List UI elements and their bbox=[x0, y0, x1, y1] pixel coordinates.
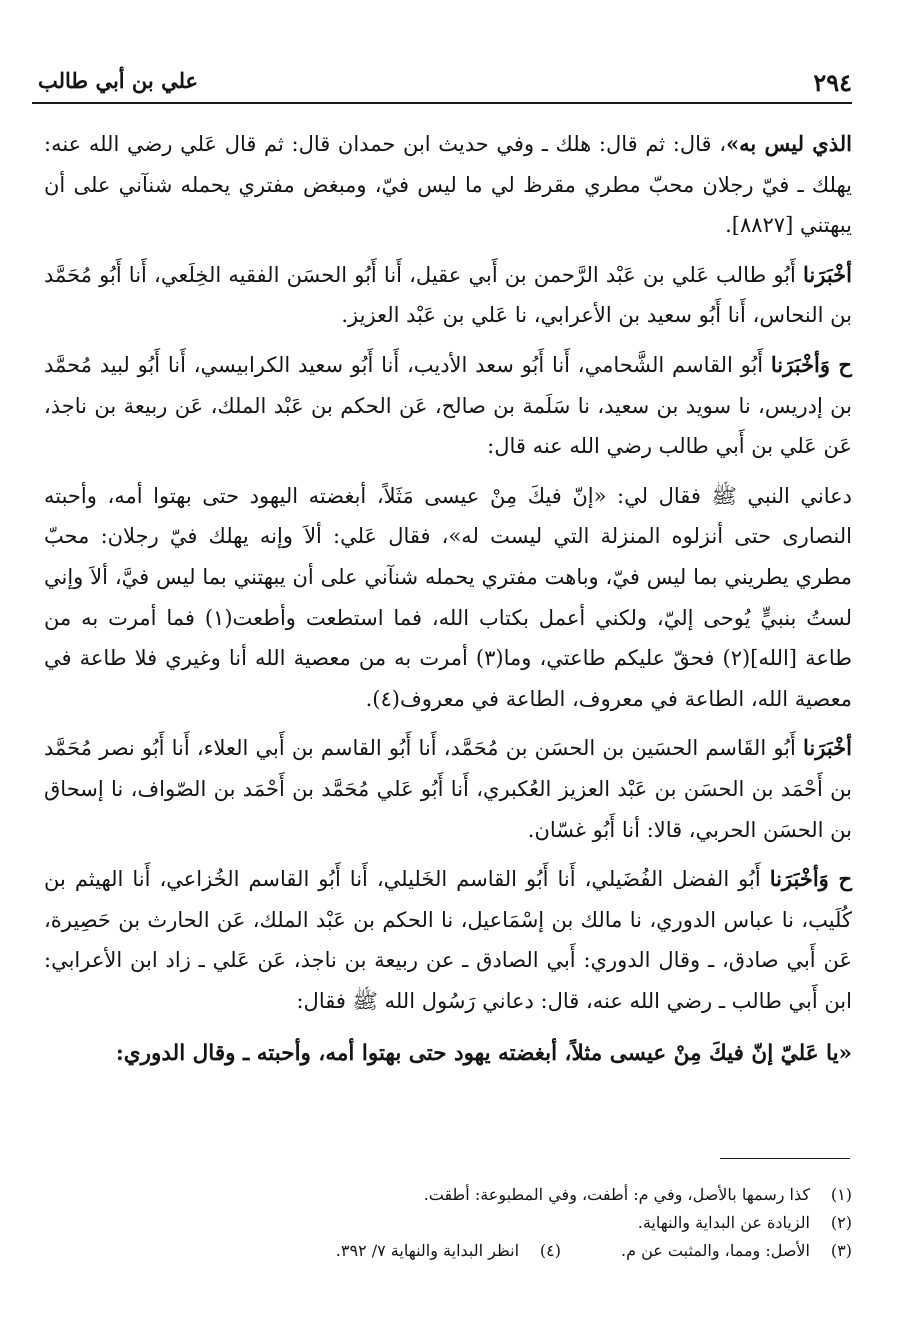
paragraph-5 bbox=[44, 728, 852, 850]
paragraph-text: أَبُو الفضل الفُضَيلي، أَنا أَبُو القاسم الخَليلي، أَنا أَبُو القاسم الخُزاعي، أَنا الهيثم بن كُلَيب، نا عباس الدوري، نا مالك بن إسْمَاعيل، نا الحكم بن عَبْد الملك، عَن الحارث بن حَصِيرة، عَن أَبي صادق، ـ وقال الدوري: أَبي الصادق ـ عن ربيعة بن ناجذ، عَن عَلي ـ زاد ابن الأعرابي: ابن أَبي طالب ـ رضي الله عنه، قال: دعاني رَسُول الله ﷺ فقال: bbox=[44, 867, 852, 1013]
footnote-1 bbox=[170, 1181, 852, 1209]
footnote-number: (١) bbox=[830, 1185, 852, 1204]
footnotes bbox=[170, 1181, 852, 1265]
footnote-3-4 bbox=[170, 1237, 852, 1265]
paragraph-text: أَبُو القاسم الشَّحامي، أَنا أَبُو سعد الأديب، أَنا أَبُو سعيد الكرابيسي، أَنا أَبُو لبيد مُحمَّد بن إدريس، نا سويد بن سعيد، نا سَلَمة بن صالح، عَن الحكم بن عَبْد الملك، عَن ربيعة بن ناجذ، عَن عَلي بن أَبي طالب رضي الله عنه قال: bbox=[44, 352, 852, 459]
footnote-2 bbox=[170, 1209, 852, 1237]
footnote-separator bbox=[720, 1158, 850, 1159]
main-text bbox=[44, 124, 852, 1075]
footnote-text: الزيادة عن البداية والنهاية. bbox=[637, 1213, 810, 1232]
footnote-number: (٣) bbox=[830, 1241, 852, 1260]
paragraph-lead: أخْبَرَنا bbox=[803, 735, 852, 761]
paragraph-text: أَبُو القَاسم الحسَين بن الحسَن بن مُحَمَّد، أَنا أَبُو القاسم بن أَبي العلاء، أَنا أَبُو نصر مُحَمَّد بن أَحْمَد بن الحسَن بن عَبْد العزيز العُكبري، أَنا أَبُو عَلي مُحَمَّد بن أَحْمَد بن الصّواف، نا إسحاق بن الحسَن الحربي، قالا: أنا أَبُو غسّان. bbox=[44, 736, 852, 842]
footnote-number: (٢) bbox=[830, 1213, 852, 1232]
hadith-line: «يا عَليّ إنّ فيكَ مِنْ عيسى مثلاً، أبغضته يهود حتى بهتوا أمه، وأحبته ـ وقال الدوري: bbox=[115, 1041, 852, 1067]
paragraph-6 bbox=[44, 859, 852, 1021]
paragraph-1 bbox=[44, 124, 852, 246]
paragraph-2 bbox=[44, 255, 852, 336]
paragraph-3 bbox=[44, 345, 852, 467]
footnote-number: (٤) bbox=[539, 1241, 562, 1260]
page-header bbox=[32, 62, 852, 104]
paragraph-text: أَبُو طالب عَلي بن عَبْد الرَّحمن بن أَبي عقيل، أَنا أَبُو الحسَن الفقيه الخِلَعي، أَنا أَبُو مُحَمَّد بن النحاس، أَنا أَبُو سعيد بن الأعرابي، نا عَلي بن عَبْد العزيز. bbox=[44, 262, 852, 328]
paragraph-lead: ح وَأخْبَرَنا bbox=[769, 866, 852, 892]
paragraph-text: ، قال: ثم قال: هلك ـ وفي حديث ابن حمدان قال: ثم قال عَلي رضي الله عنه: يهلك ـ فيّ رجلان محبّ مطري مقرظ لي ما ليس فيّ، ومبغض مفتري يحمله شنآني على أن يبهتني [٨٨٢٧]. bbox=[44, 132, 852, 238]
paragraph-4 bbox=[44, 476, 852, 720]
footnote-text: كذا رسمها بالأصل، وفي م: أطفت، وفي المطبوعة: أطقت. bbox=[423, 1185, 810, 1204]
running-title: علي بن أبي طالب bbox=[38, 68, 199, 93]
footnote-gap bbox=[561, 1237, 621, 1265]
paragraph-lead: الذي ليس به» bbox=[726, 131, 852, 156]
paragraph-text: دعاني النبي ﷺ فقال لي: «إنّ فيكَ مِنْ عيسى مَثَلاً، أبغضته اليهود حتى بهتوا أمه، وأحبته النصارى حتى أنزلوه المنزلة التي ليست له»، فقال عَلي: ألاَ وإنه يهلك فيّ رجلان: محبّ مطري يطريني بما ليس فيّ، وباهت مفتري يحمله شنآني على أن يبهتني بما ليس فيَّ، ألاَ وإني لستُ بنبيٍّ يُوحى إليّ، ولكني أعمل بكتاب الله، فما استطعت وأطعت(١) فما أمرت به من طاعة [الله](٢) فحقّ عليكم طاعتي، وما(٣) أمرت به من معصية الله أنا وغيري فلا طاعة في معصية الله، الطاعة في معروف، الطاعة في معروف(٤). bbox=[44, 483, 852, 711]
page-number: ٢٩٤ bbox=[813, 68, 852, 97]
footnote-text: الأصل: ومما، والمثبت عن م. bbox=[621, 1241, 810, 1260]
paragraph-lead: ح وَأخْبَرَنا bbox=[770, 351, 852, 377]
paragraph-lead: أخْبَرَنا bbox=[803, 261, 852, 287]
footnote-text: انظر البداية والنهاية ٧/ ٣٩٢. bbox=[335, 1241, 520, 1260]
